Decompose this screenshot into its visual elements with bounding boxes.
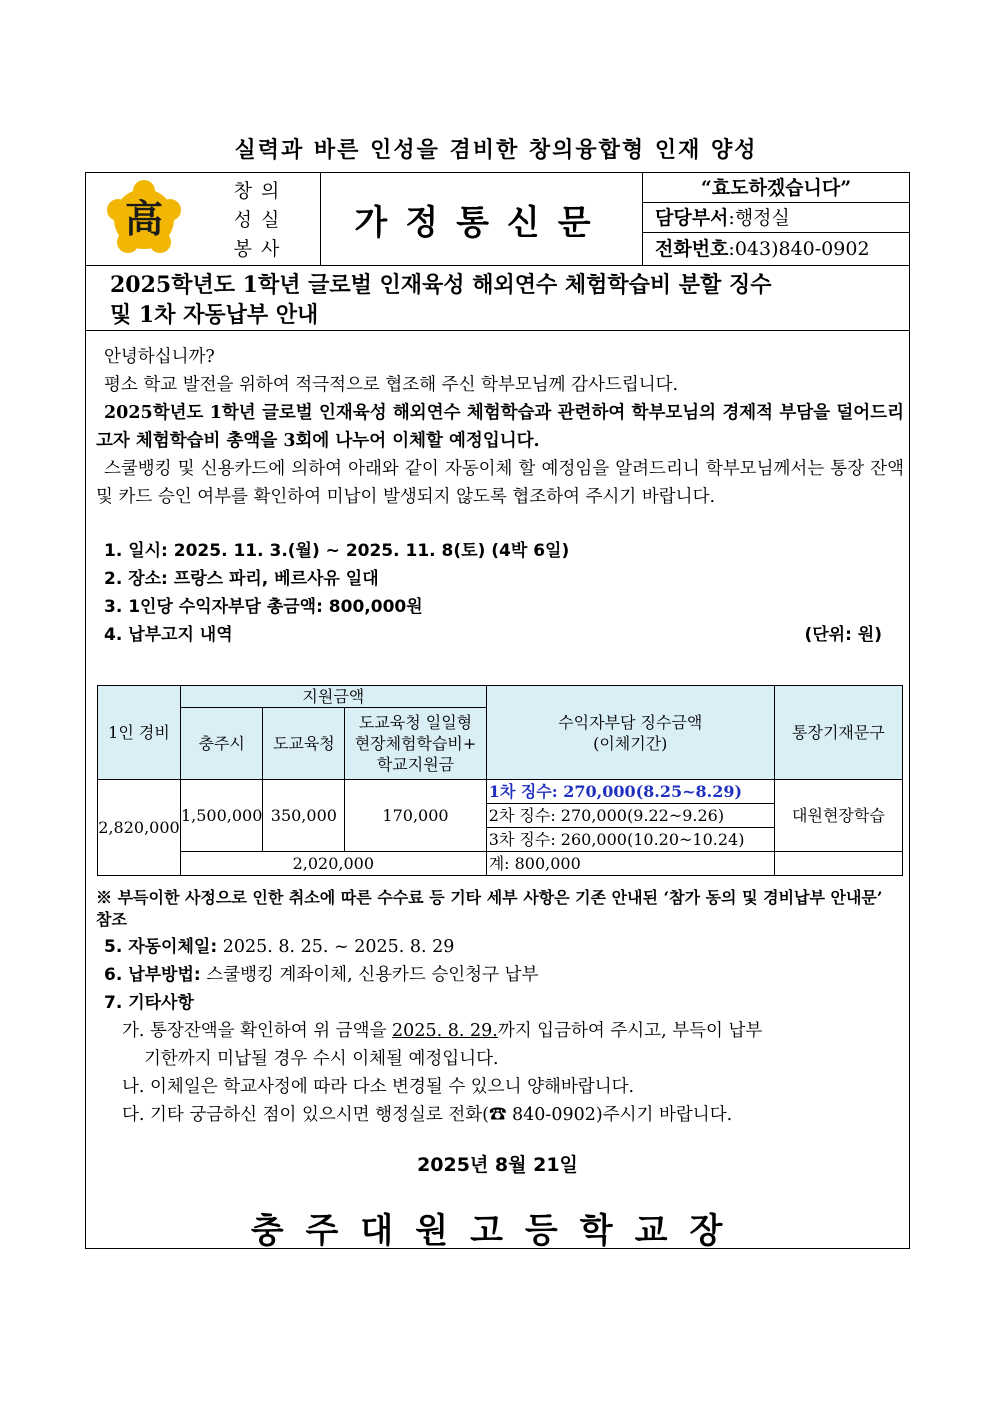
header-edu-office: 도교육청 xyxy=(263,708,345,780)
fee-table xyxy=(97,685,903,876)
header-per-person: 1인 경비 xyxy=(98,686,181,780)
item-other: 7. 기타사항 xyxy=(104,993,194,1013)
newsletter-frame xyxy=(85,172,910,1249)
cancellation-note: ※ 부득이한 사정으로 인한 취소에 따른 수수료 등 기타 세부 사항은 기존 안내된 ‘참가 동의 및 경비납부 안내문’ 참조 xyxy=(96,888,883,929)
intro-paragraph-2: 2025학년도 1학년 글로벌 인재육성 해외연수 체험학습과 관련하여 학부모님의 경제적 부담을 덜어드리고자 체험학습비 총액을 3회에 나누어 이체할 예정입니다. xyxy=(96,403,904,451)
school-motto: 실력과 바른 인성을 겸비한 창의융합형 인재 양성 xyxy=(234,137,758,163)
issue-date: 2025년 8월 21일 xyxy=(417,1154,578,1176)
item-payment-method: 6. 납부방법: 스쿨뱅킹 계좌이체, 신용카드 승인청구 납부 xyxy=(104,965,539,985)
notice-subject xyxy=(86,265,909,331)
bank-memo: 대원현장학습 xyxy=(774,780,902,852)
department-label: 담당부서 xyxy=(655,207,729,229)
other-na: 나. 이체일은 학교사정에 따라 다소 변경될 수 있으니 양해바랍니다. xyxy=(122,1077,635,1097)
department-value: :행정실 xyxy=(728,207,790,229)
greeting: 안녕하십니까? xyxy=(104,347,215,367)
header-city: 충주시 xyxy=(180,708,262,780)
installment-2: 2차 징수: 270,000(9.22~9.26) xyxy=(486,804,774,828)
edu-support: 350,000 xyxy=(263,780,345,852)
school-values xyxy=(231,177,291,264)
emblem-char: 高 xyxy=(124,196,164,241)
title-cell xyxy=(321,173,643,265)
item-location: 2. 장소: 프랑스 파리, 베르사유 일대 xyxy=(104,569,379,589)
principal-signature: 충주대원고등학교장 xyxy=(250,1211,745,1251)
header-field-line-3: 학교지원금 xyxy=(376,755,455,774)
payment-info xyxy=(96,933,904,1129)
installment-3: 3차 징수: 260,000(10.20~10.24) xyxy=(486,828,774,852)
per-person-cost: 2,820,000 xyxy=(98,780,181,876)
intro-paragraph-1: 평소 학교 발전을 위하여 적극적으로 협조해 주신 학부모님께 감사드립니다. xyxy=(104,375,679,395)
header-field-line-2: 현장체험학습비+ xyxy=(354,734,477,753)
value-sincerity: 성실 xyxy=(233,209,289,231)
intro-paragraph-3: 스쿨뱅킹 및 신용카드에 의하여 아래와 같이 자동이체 할 예정임을 알려드리니 학부모님께서는 통장 잔액 및 카드 승인 여부를 확인하여 미납이 발생되지 않도록 협조하여 주시기 바랍니다. xyxy=(96,459,904,507)
deposit-deadline: 2025. 8. 29. xyxy=(392,1021,498,1041)
support-total: 2,020,000 xyxy=(180,852,486,876)
department-row xyxy=(643,203,909,233)
phone-label: 전화번호 xyxy=(655,238,729,260)
header-charge-line-2: (이체기간) xyxy=(593,733,668,753)
other-ga: 가. 통장잔액을 확인하여 위 금액을 2025. 8. 29.까지 입금하여 주시고, 부득이 납부 기한까지 미납될 경우 수시 이체될 예정입니다. xyxy=(122,1021,763,1069)
header-charge xyxy=(486,686,774,780)
page-title: 가정통신문 xyxy=(354,202,609,243)
header-charge-line-1: 수익자부담 징수금액 xyxy=(558,712,703,732)
item-schedule: 1. 일시: 2025. 11. 3.(월) ~ 2025. 11. 8(토) (4박 6일) xyxy=(104,541,570,561)
header-support: 지원금액 xyxy=(180,686,486,708)
header-field-line-1: 도교육청 일일형 xyxy=(358,713,473,732)
subject-line-1: 2025학년도 1학년 글로벌 인재육성 해외연수 체험학습비 분할 징수 xyxy=(110,272,772,298)
installment-1: 1차 징수: 270,000(8.25~8.29) xyxy=(486,780,774,804)
header-field-trip xyxy=(345,708,486,780)
school-emblem-icon xyxy=(104,179,184,259)
empty-cell xyxy=(774,852,902,876)
item-total-amount: 3. 1인당 수익자부담 총금액: 800,000원 xyxy=(104,597,423,617)
subject-line-2: 및 1차 자동납부 안내 xyxy=(110,302,319,328)
contact-info xyxy=(643,173,909,265)
phone-value: :043)840-0902 xyxy=(728,238,870,260)
header-memo: 통장기재문구 xyxy=(774,686,902,780)
phone-row xyxy=(643,234,909,264)
field-support: 170,000 xyxy=(345,780,486,852)
slogan: “효도하겠습니다” xyxy=(643,173,909,203)
item-auto-transfer: 5. 자동이체일: 2025. 8. 25. ~ 2025. 8. 29 xyxy=(104,937,455,957)
intro-body xyxy=(96,343,904,649)
newsletter-header xyxy=(86,173,909,265)
city-support: 1,500,000 xyxy=(180,780,262,852)
other-da: 다. 기타 궁금하신 점이 있으시면 행정실로 전화(☎ 840-0902)주시기 바랍니다. xyxy=(122,1105,733,1125)
value-creativity: 창의 xyxy=(233,180,289,202)
item-payment-details: 4. 납부고지 내역 xyxy=(104,625,233,645)
charge-total: 계: 800,000 xyxy=(486,852,774,876)
item-list xyxy=(96,537,904,649)
value-service: 봉사 xyxy=(233,238,289,260)
unit-label: (단위: 원) xyxy=(804,625,882,645)
logo-cell xyxy=(86,173,321,265)
